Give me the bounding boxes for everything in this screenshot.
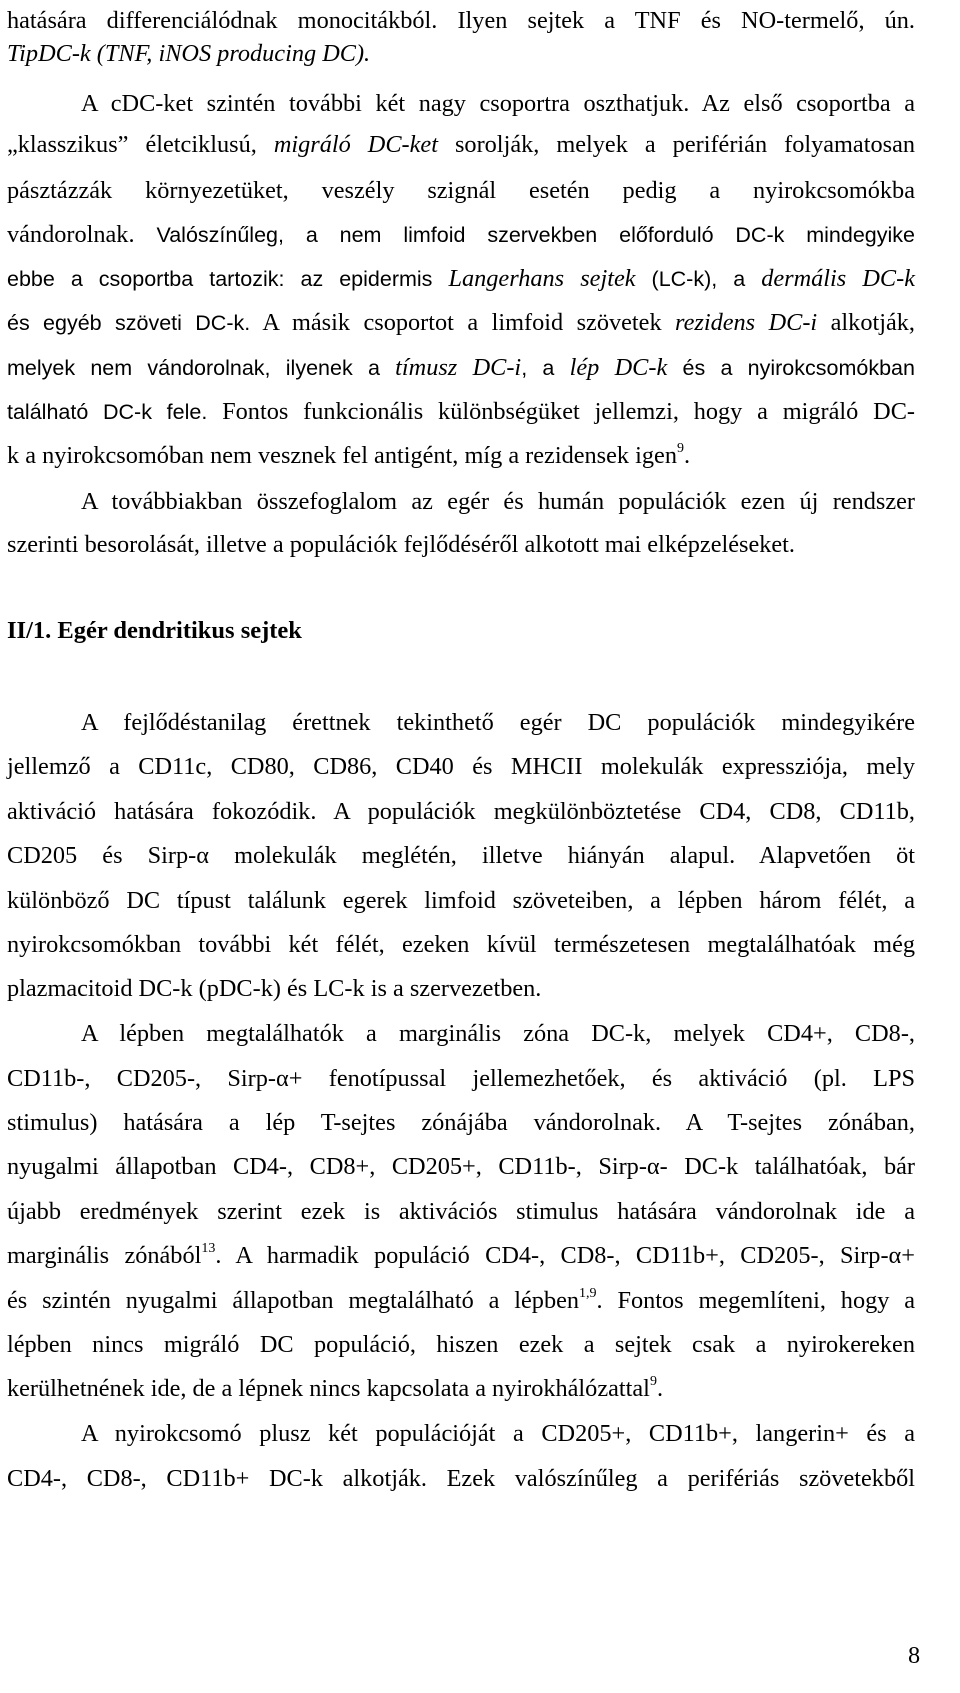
text-line: [7, 1197, 915, 1227]
text-span: jellemző a CD11c, CD80, CD86, CD40 és MHCII molekulák expressziója, mely: [7, 753, 915, 780]
text-line: [81, 89, 915, 119]
citation-superscript: 1,9: [579, 1285, 597, 1301]
text-line: [7, 39, 915, 69]
italic-span: tímusz DC-i: [395, 354, 522, 381]
italic-span: migráló DC-ket: [273, 131, 438, 158]
text-span: .: [656, 1375, 664, 1402]
text-line: [81, 1419, 915, 1449]
text-span: CD205 és Sirp-α molekulák meglétén, illetve hiányán alapul. Alapvetően öt: [7, 842, 915, 869]
text-span: nyirokcsomókban további két félét, ezeken kívül természetesen megtalálhatóak még: [7, 931, 915, 958]
text-span: . A harmadik populáció CD4-, CD8-, CD11b+, CD205-, Sirp-α+: [215, 1242, 915, 1269]
text-span: újabb eredmények szerint ezek is aktivációs stimulus hatására vándorolnak ide a: [7, 1198, 915, 1225]
sans-span: , a: [521, 356, 570, 380]
sans-span: Valószínűleg, a nem limfoid szervekben előforduló DC-k mindegyike: [156, 223, 915, 247]
text-span: plazmacitoid DC-k (pDC-k) és LC-k is a szervezetben.: [7, 975, 542, 1002]
text-span: hatására differenciálódnak monocitákból. Ilyen sejtek a TNF és NO-termelő, ún.: [7, 7, 915, 34]
section-heading: II/1. Egér dendritikus sejtek: [7, 617, 302, 644]
text-line: [7, 308, 915, 338]
text-span: . Fontos megemlíteni, hogy a: [596, 1287, 916, 1314]
text-span: TipDC-k (TNF, iNOS producing DC).: [7, 40, 371, 67]
text-span: A másik csoportot a limfoid szövetek: [250, 309, 676, 336]
citation-superscript: 9: [649, 1373, 657, 1389]
text-line: [7, 841, 915, 871]
text-span: CD4-, CD8-, CD11b+ DC-k alkotják. Ezek valószínűleg a perifériás szövetekből: [7, 1465, 915, 1492]
text-line: [7, 397, 915, 427]
text-span: kerülhetnének ide, de a lépnek nincs kapcsolata a nyirokhálózattal: [7, 1375, 650, 1402]
page-number: 8: [908, 1642, 921, 1669]
text-span: A nyirokcsomó plusz két populációját a CD205+, CD11b+, langerin+ és a: [81, 1420, 915, 1447]
italic-span: Langerhans sejtek: [448, 265, 636, 292]
text-line: [7, 1374, 915, 1404]
sans-span: ebbe a csoportba tartozik: az epidermis: [7, 267, 449, 291]
text-line: [7, 886, 915, 916]
text-span: marginális zónából: [7, 1242, 202, 1269]
text-line: [81, 708, 915, 738]
text-line: [81, 1019, 915, 1049]
text-span: A cDC-ket szintén további két nagy csoportra oszthatjuk. Az első csoportba a: [81, 90, 915, 117]
text-line: [7, 1241, 915, 1271]
text-span: A lépben megtalálhatók a marginális zóna DC-k, melyek CD4+, CD8-,: [81, 1020, 915, 1047]
text-line: [7, 176, 915, 206]
text-span: stimulus) hatására a lép T-sejtes zónájába vándorolnak. A T-sejtes zónában,: [7, 1109, 915, 1136]
text-line: [7, 220, 915, 250]
text-span: nyugalmi állapotban CD4-, CD8+, CD205+, CD11b-, Sirp-α- DC-k találhatóak, bár: [7, 1153, 915, 1180]
text-span: és szintén nyugalmi állapotban megtalálható a lépben: [7, 1287, 580, 1314]
text-line: [7, 752, 915, 782]
text-span: sorolják, melyek a periférián folyamatosan: [437, 131, 915, 158]
text-span: CD11b-, CD205-, Sirp-α+ fenotípussal jellemezhetőek, és aktiváció (pl. LPS: [7, 1065, 915, 1092]
text-line: [7, 797, 915, 827]
text-span: lépben nincs migráló DC populáció, hiszen ezek a sejtek csak a nyirokereken: [7, 1331, 915, 1358]
italic-span: dermális DC-k: [761, 265, 915, 292]
text-span: szerinti besorolását, illetve a populációk fejlődéséről alkotott mai elképzeléseket.: [7, 531, 796, 558]
text-line: [7, 441, 915, 471]
text-line: [7, 930, 915, 960]
text-line: [7, 974, 915, 1004]
text-span: „klasszikus” életciklusú,: [7, 131, 274, 158]
text-line: [7, 6, 915, 36]
citation-superscript: 13: [201, 1240, 216, 1256]
sans-span: melyek nem vándorolnak, ilyenek a: [7, 356, 396, 380]
text-line: [7, 1108, 915, 1138]
text-line: [7, 353, 915, 383]
text-line: [7, 1464, 915, 1494]
text-span: .: [683, 442, 691, 469]
text-line: [7, 1064, 915, 1094]
text-line: [7, 1152, 915, 1182]
italic-span: rezidens DC-i: [675, 309, 818, 336]
text-span: pásztázzák környezetüket, veszély szignál esetén pedig a nyirokcsomókba: [7, 177, 915, 204]
sans-span: és egyéb szöveti DC-k.: [7, 311, 251, 335]
text-span: k a nyirokcsomóban nem vesznek fel antigént, míg a rezidensek igen: [7, 442, 677, 469]
text-span: különböző DC típust találunk egerek limfoid szöveteiben, a lépben három félét, a: [7, 887, 915, 914]
citation-superscript: 9: [676, 440, 684, 456]
text-line: [7, 130, 915, 160]
text-line: [7, 1330, 915, 1360]
text-span: Fontos funkcionális különbségüket jellemzi, hogy a migráló DC-: [207, 398, 915, 425]
text-line: [81, 487, 915, 517]
sans-span: és a nyirokcsomókban: [667, 356, 915, 380]
text-span: vándorolnak.: [7, 221, 157, 248]
italic-span: lép DC-k: [569, 354, 668, 381]
text-span: A fejlődéstanilag érettnek tekinthető egér DC populációk mindegyikére: [81, 709, 915, 736]
text-line: [7, 530, 915, 560]
text-line: [7, 264, 915, 294]
text-span: A továbbiakban összefoglalom az egér és humán populációk ezen új rendszer: [81, 488, 915, 515]
text-span: aktiváció hatására fokozódik. A populációk megkülönböztetése CD4, CD8, CD11b,: [7, 798, 915, 825]
sans-span: található DC-k fele.: [7, 400, 208, 424]
text-line: [7, 1286, 915, 1316]
text-span: alkotják,: [817, 309, 915, 336]
sans-span: (LC-k), a: [635, 267, 762, 291]
